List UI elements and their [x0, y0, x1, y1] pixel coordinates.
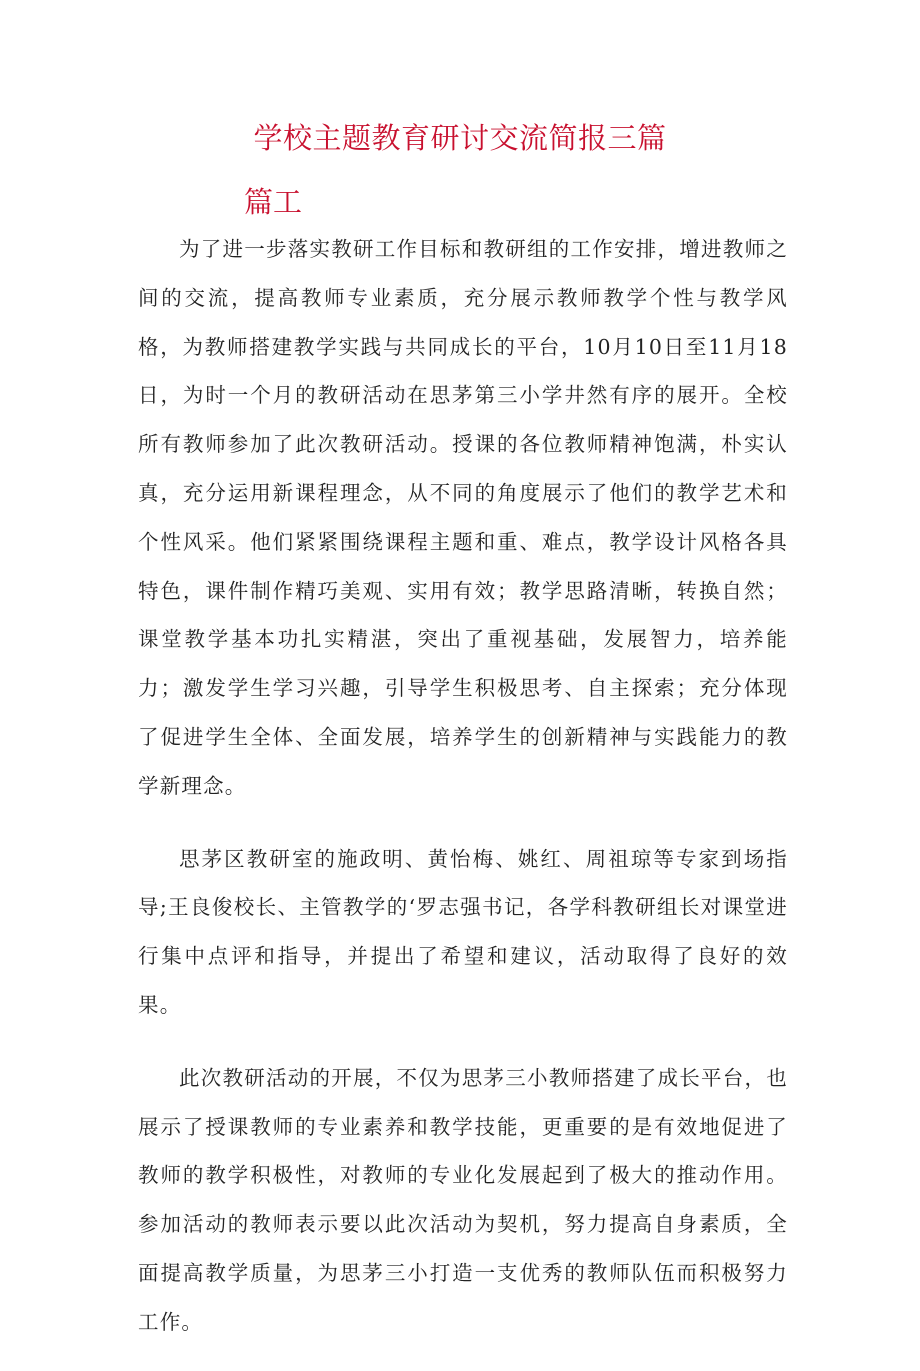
- document-body: [138, 225, 788, 1371]
- paragraph: 此次教研活动的开展，不仅为思茅三小教师搭建了成长平台，也展示了授课教师的专业素养和教学技能，更重要的是有效地促进了教师的教学积极性，对教师的专业化发展起到了极大的推动作用。参加活动的教师表示要以此次活动为契机，努力提高自身素质，全面提高教学质量，为思茅三小打造一支优秀的教师队伍而积极努力工作。: [138, 1065, 788, 1334]
- document-title: 学校主题教育研讨交流简报三篇: [253, 121, 667, 155]
- paragraph: 思茅区教研室的施政明、黄怡梅、姚红、周祖琼等专家到场指导;王良俊校长、主管教学的‘罗志强书记，各学科教研组长对课堂进行集中点评和指导，并提出了希望和建议，活动取得了良好的效果。: [138, 846, 788, 1017]
- paragraph: 为了进一步落实教研工作目标和教研组的工作安排，增进教师之间的交流，提高教师专业素质，充分展示教师教学个性与教学风格，为教师搭建教学实践与共同成长的平台，10月10日至11月18日，为时一个月的教研活动在思茅第三小学井然有序的展开。全校所有教师参加了此次教研活动。授课的各位教师精神饱满，朴实认真，充分运用新课程理念，从不同的角度展示了他们的教学艺术和个性风采。他们紧紧围绕课程主题和重、难点，教学设计风格各具特色，课件制作精巧美观、实用有效；教学思路清晰，转换自然；课堂教学基本功扎实精湛，突出了重视基础，发展智力，培养能力；激发学生学习兴趣，引导学生积极思考、自主探索；充分体现了促进学生全体、全面发展，培养学生的创新精神与实践能力的教学新理念。: [138, 237, 788, 798]
- section-heading: 篇工: [244, 185, 303, 219]
